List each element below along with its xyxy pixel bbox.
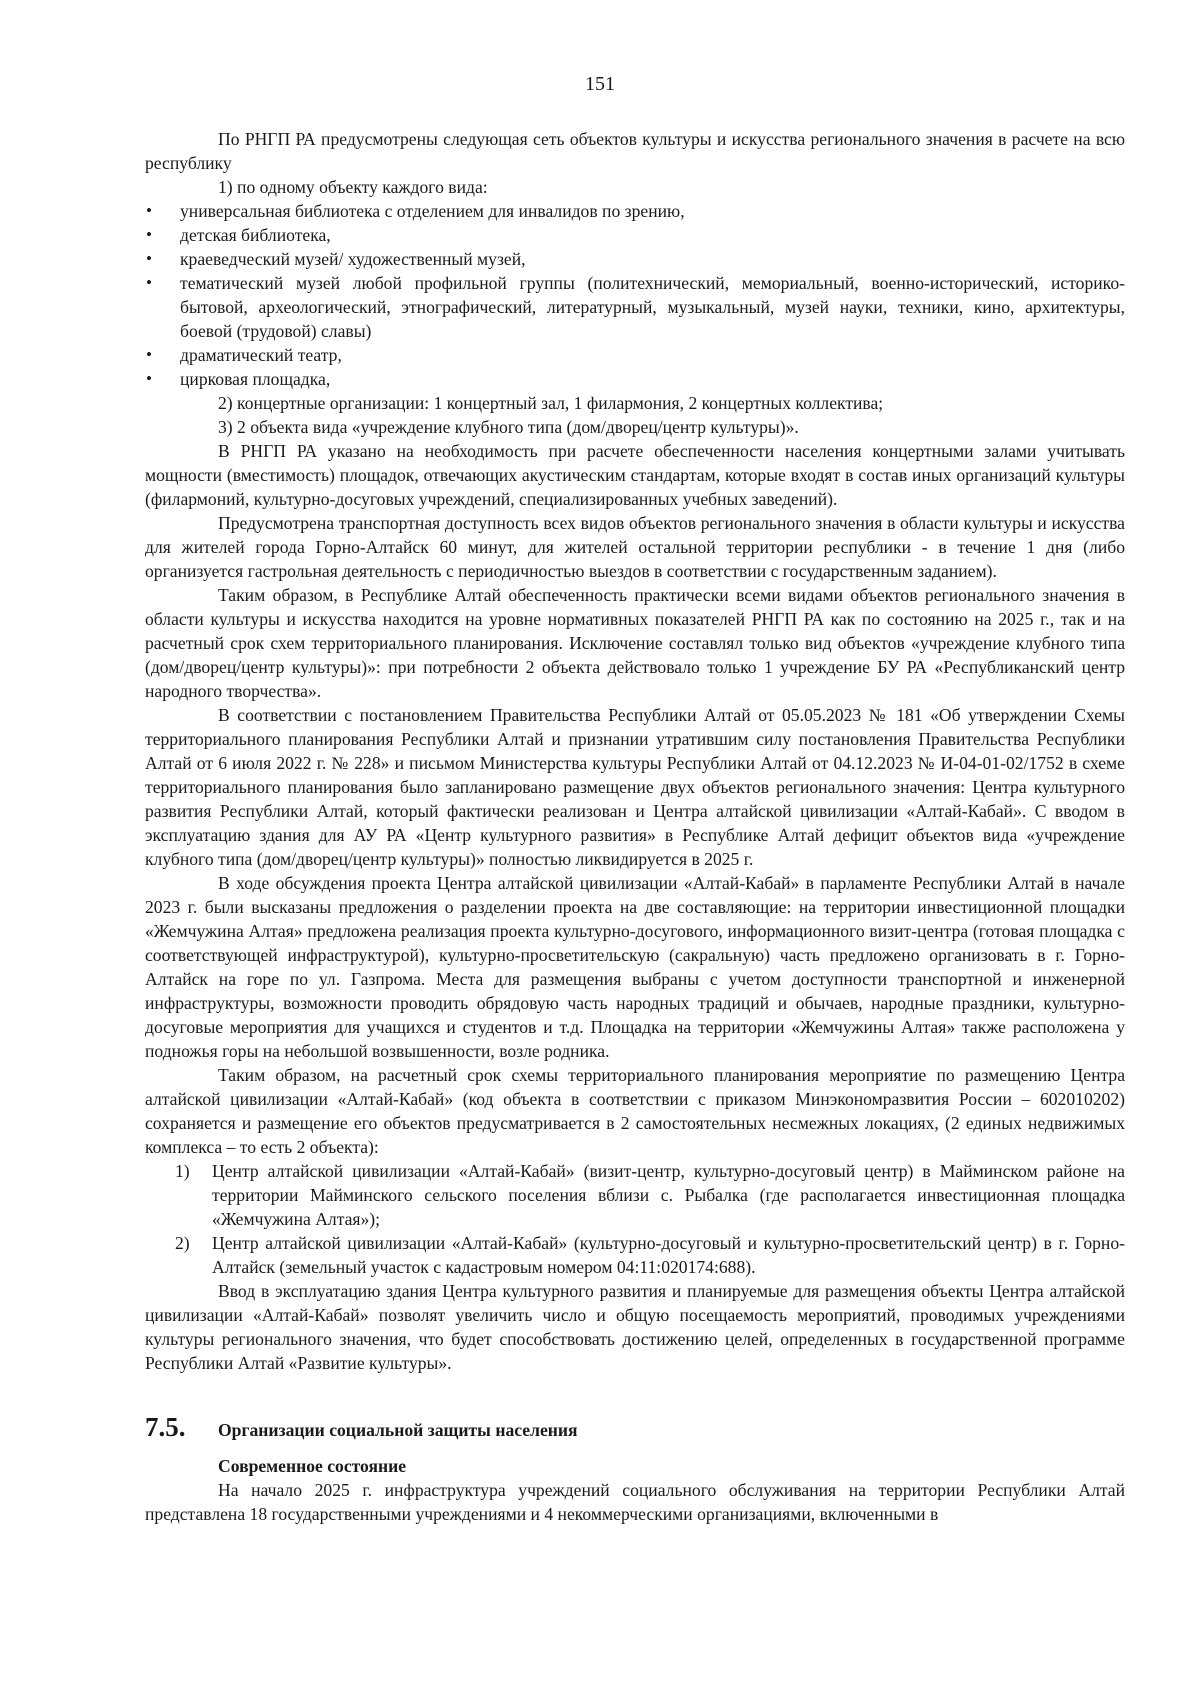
- list-item-3: 3) 2 объекта вида «учреждение клубного типа (дом/дворец/центр культуры)».: [218, 417, 799, 437]
- bullet-item: • детская библиотека,: [145, 223, 1125, 247]
- intro-paragraph: По РНГП РА предусмотрены следующая сеть объектов культуры и искусства регионального значения в расчете на всю республику: [145, 129, 1125, 173]
- paragraph-discussion: В ходе обсуждения проекта Центра алтайской цивилизации «Алтай-Кабай» в парламенте Республики Алтай в начале 2023 г. были высказаны предложения о разделении проекта на две составляющие: на территории инвестиционной площадки «Жемчужина Алтая» предложена реализация проекта культурно-досугового, информационного визит-центра (готовая площадка с соответствующей инфраструктурой), культурно-просветительскую (сакральную) часть предложено организовать в г. Горно-Алтайск на горе по ул. Газпрома. Места для размещения выбраны с учетом доступности транспортной и инженерной инфраструктуры, возможности проводить обрядовую часть народных традиций и обычаев, народные праздники, культурно-досуговые мероприятия для учащихся и студентов и т.д. Площадка на территории «Жемчужины Алтая» также расположена у подножья горы на небольшой возвышенности, возле родника.: [145, 873, 1125, 1061]
- paragraph-summary: Таким образом, на расчетный срок схемы территориального планирования мероприятие по размещению Центра алтайской цивилизации «Алтай-Кабай» (код объекта в соответствии с приказом Минэкономразвития России – 602010202) сохраняется и размещение его объектов предусматривается в 2 самостоятельных несмежных локациях, (2 единых недвижимых комплекса – то есть 2 объекта):: [145, 1065, 1125, 1157]
- page-content: [145, 127, 1125, 1526]
- bullet-item: • драматический театр,: [145, 343, 1125, 367]
- bullet-list: [145, 199, 1125, 391]
- page-number: 151: [585, 73, 615, 95]
- list-item-2: 2) концертные организации: 1 концертный зал, 1 филармония, 2 концертных коллектива;: [218, 393, 884, 413]
- bullet-item: • тематический музей любой профильной группы (политехнический, мемориальный, военно-исторический, историко-бытовой, археологический, этнографический, литературный, музыкальный, музей науки, техники, кино, архитектуры, боевой (трудовой) славы): [145, 271, 1125, 343]
- paragraph-transport: Предусмотрена транспортная доступность всех видов объектов регионального значения в области культуры и искусства для жителей города Горно-Алтайск 60 минут, для жителей остальной территории республики - в течение 1 дня (либо организуется гастрольная деятельность с периодичностью выездов в соответствии с государственным заданием).: [145, 513, 1125, 581]
- numbered-item-text: Центр алтайской цивилизации «Алтай-Кабай» (культурно-досуговый и культурно-просветительский центр) в г. Горно-Алтайск (земельный участок с кадастровым номером 04:11:020174:688).: [212, 1233, 1125, 1277]
- paragraph-resolution: В соответствии с постановлением Правительства Республики Алтай от 05.05.2023 № 181 «Об утверждении Схемы территориального планирования Республики Алтай и признании утратившим силу постановления Правительства Республики Алтай от 6 июля 2022 г. № 228» и письмом Министерства культуры Республики Алтай от 04.12.2023 № И-04-01-02/1752 в схеме территориального планирования было запланировано размещение двух объектов регионального значения: Центра культурного развития Республики Алтай, который фактически реализован и Центра алтайской цивилизации «Алтай-Кабай». С вводом в эксплуатацию здания для АУ РА «Центр культурного развития» в Республике Алтай дефицит объектов вида «учреждение клубного типа (дом/дворец/центр культуры)» полностью ликвидируется в 2025 г.: [145, 705, 1125, 869]
- paragraph-conclusion: Ввод в эксплуатацию здания Центра культурного развития и планируемые для размещения объекты Центра алтайской цивилизации «Алтай-Кабай» позволят увеличить число и общую посещаемость мероприятий, проводимых учреждениями культуры регионального значения, что будет способствовать достижению целей, определенных в государственной программе Республики Алтай «Развитие культуры».: [145, 1281, 1125, 1373]
- bullet-item: • цирковая площадка,: [145, 367, 1125, 391]
- paragraph-provision: Таким образом, в Республике Алтай обеспеченность практически всеми видами объектов регионального значения в области культуры и искусства находится на уровне нормативных показателей РНГП РА как по состоянию на 2025 г., так и на расчетный срок схем территориального планирования. Исключение составлял только вид объектов «учреждение клубного типа (дом/дворец/центр культуры)»: при потребности 2 объекта действовало только 1 учреждение БУ РА «Республиканский центр народного творчества».: [145, 585, 1125, 701]
- paragraph-concert-halls: В РНГП РА указано на необходимость при расчете обеспеченности населения концертными залами учитывать мощности (вместимость) площадок, отвечающих акустическим стандартам, которые входят в состав иных организаций культуры (филармоний, культурно-досуговых учреждений, специализированных учебных заведений).: [145, 441, 1125, 509]
- section-number: 7.5.: [145, 1412, 186, 1442]
- paragraph-social-current: На начало 2025 г. инфраструктура учреждений социального обслуживания на территории Республики Алтай представлена 18 государственными учреждениями и 4 некоммерческими организациями, включенными в: [145, 1480, 1125, 1524]
- numbered-item: [145, 1231, 1125, 1279]
- subsection-heading: Современное состояние: [218, 1456, 407, 1476]
- bullet-item: • краеведческий музей/ художественный музей,: [145, 247, 1125, 271]
- bullet-item: • универсальная библиотека с отделением для инвалидов по зрению,: [145, 199, 1125, 223]
- numbered-item-number: 1): [175, 1161, 190, 1181]
- numbered-list: [145, 1159, 1125, 1279]
- section-title: Организации социальной защиты населения: [218, 1420, 578, 1440]
- numbered-item-text: Центр алтайской цивилизации «Алтай-Кабай» (визит-центр, культурно-досуговый центр) в Майминском районе на территории Майминского сельского поселения вблизи с. Рыбалка (где располагается инвестиционная площадка «Жемчужина Алтая»);: [212, 1161, 1125, 1229]
- numbered-item-number: 2): [175, 1233, 190, 1253]
- numbered-item: [145, 1159, 1125, 1231]
- list-item-1-heading: 1) по одному объекту каждого вида:: [218, 177, 488, 197]
- section-heading: [145, 1412, 1125, 1442]
